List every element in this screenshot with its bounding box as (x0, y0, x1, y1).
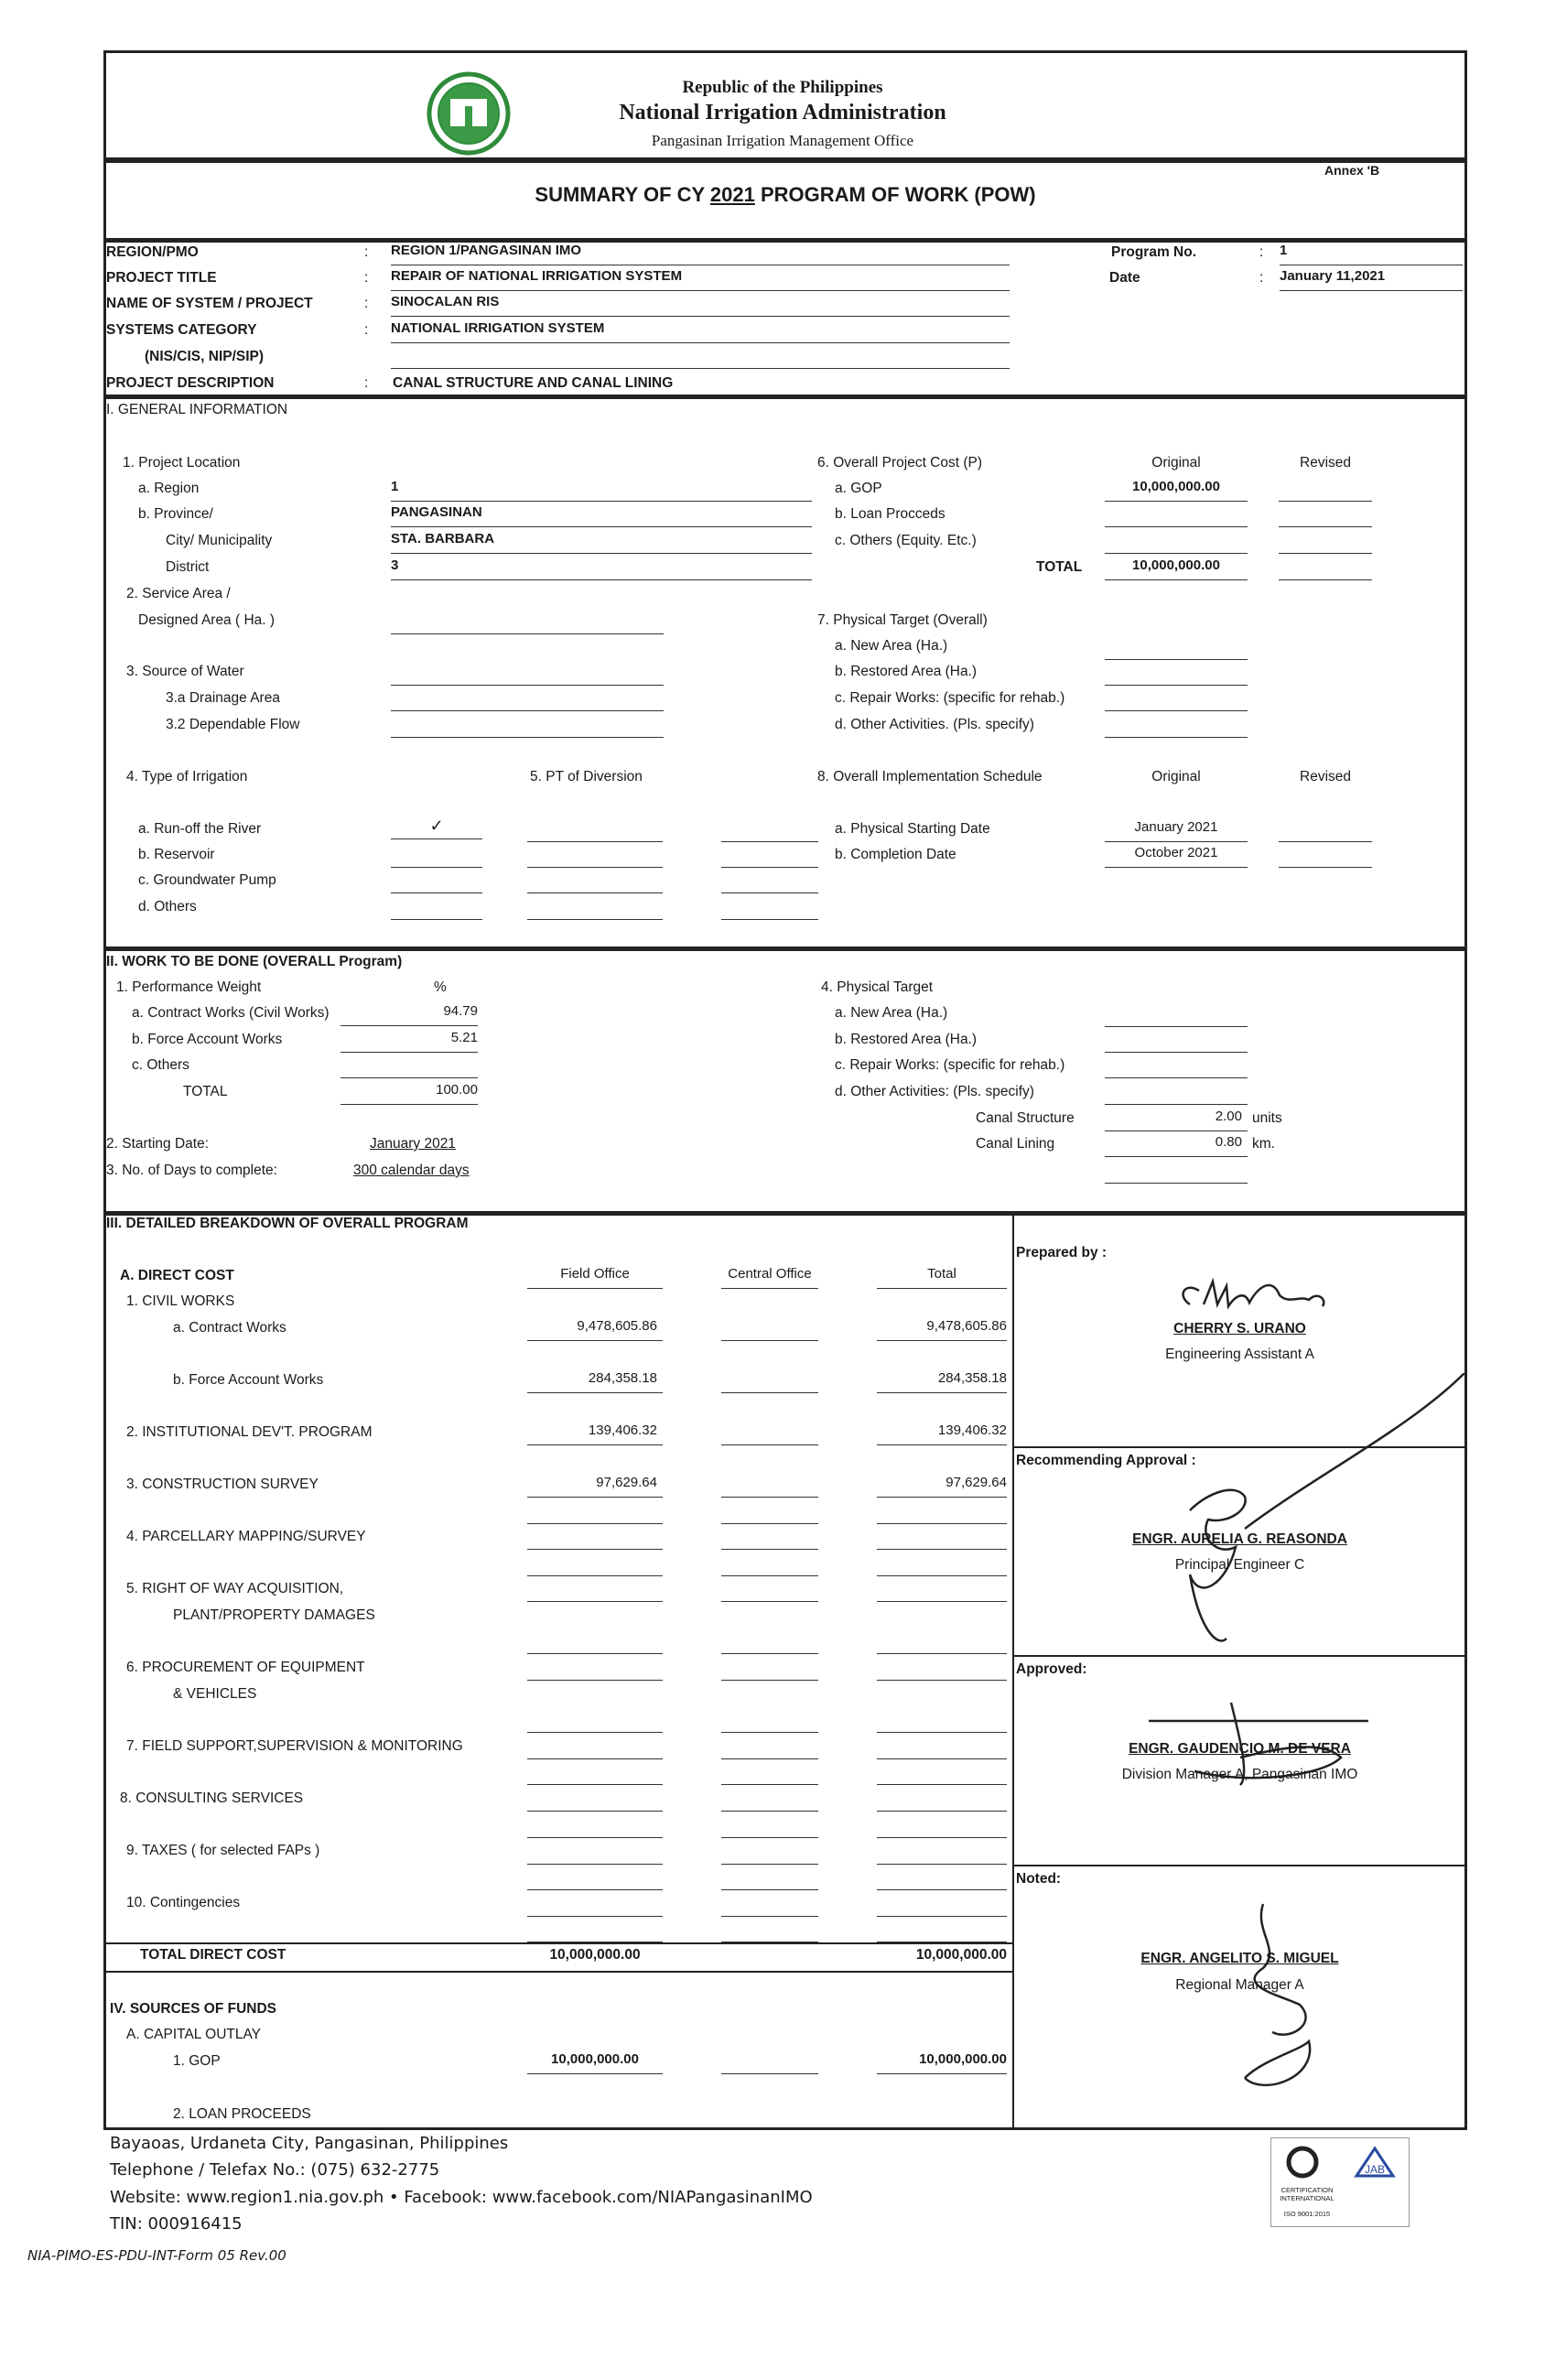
form-code: NIA-PIMO-ES-PDU-INT-Form 05 Rev.00 (27, 2247, 286, 2264)
taxes-field (527, 1842, 663, 1865)
noted-title: Regional Manager A (1175, 1977, 1304, 1993)
annex-label: Annex 'B (1324, 163, 1380, 178)
category-sub-line (391, 346, 1010, 369)
parcellary-total-2 (877, 1527, 1007, 1550)
noted-label: Noted: (1016, 1871, 1062, 1887)
canal-structure-unit: units (1252, 1110, 1282, 1126)
force-total: 284,358.18 (877, 1370, 1007, 1393)
title-prefix: SUMMARY OF CY (535, 183, 710, 206)
consulting-field (527, 1789, 663, 1812)
category-value: NATIONAL IRRIGATION SYSTEM (391, 320, 1010, 343)
total-direct-label: TOTAL DIRECT COST (140, 1947, 286, 1963)
canal-structure-label: Canal Structure (976, 1110, 1075, 1126)
canal-lining-label: Canal Lining (976, 1136, 1055, 1152)
runoff-check: ✓ (391, 817, 482, 839)
date-label: Date (1109, 270, 1140, 286)
col-total: Total (877, 1266, 1007, 1289)
force-field: 284,358.18 (527, 1370, 663, 1393)
starting-value: January 2021 (370, 1136, 456, 1152)
institutional-total: 139,406.32 (877, 1423, 1007, 1445)
sources-gop-central (721, 2051, 818, 2074)
parcellary-central (721, 1501, 818, 1524)
dependable-label: 3.2 Dependable Flow (166, 717, 300, 732)
others-extra-line (721, 897, 818, 920)
row-damages-label: PLANT/PROPERTY DAMAGES (173, 1607, 375, 1623)
approved-title: Division Manager A, Pangasinan IMO (1121, 1767, 1358, 1782)
dependable-line (391, 715, 664, 738)
capital-label: A. CAPITAL OUTLAY (126, 2027, 262, 2042)
region-label: a. Region (138, 481, 200, 496)
physical-target-label: 7. Physical Target (Overall) (817, 612, 988, 628)
force-label: b. Force Account Works (132, 1032, 283, 1047)
footer-website: Website: www.region1.nia.gov.ph • Facebook: www.facebook.com/NIAPangasinanIMO (110, 2188, 813, 2207)
recommending-name: ENGR. AURELIA G. REASONDA (1132, 1531, 1347, 1547)
letterhead-line2: National Irrigation Administration (619, 101, 946, 124)
noted-signature (1208, 1895, 1327, 2096)
total-direct-total: 10,000,000.00 (915, 1947, 1007, 1963)
procurement-label-2: & VEHICLES (173, 1686, 257, 1702)
days-value: 300 calendar days (353, 1163, 470, 1178)
source-water-line (391, 663, 664, 686)
groundwater-extra-line (721, 871, 818, 893)
others-label: c. Others (132, 1057, 189, 1073)
system-value: SINOCALAN RIS (391, 294, 1010, 317)
date-value: January 11,2021 (1280, 268, 1463, 291)
location-label: 1. Project Location (123, 455, 241, 471)
procurement-central-2 (721, 1710, 818, 1733)
row-total-3 (877, 1631, 1007, 1654)
colon: : (364, 244, 369, 260)
loan-line (1105, 504, 1248, 527)
other-activities-label: d. Other Activities. (Pls. specify) (835, 717, 1034, 732)
field-support-central (721, 1736, 818, 1759)
repair-works-label: c. Repair Works: (specific for rehab.) (835, 690, 1065, 706)
taxes-central (721, 1842, 818, 1865)
parcellary-field-2 (527, 1527, 663, 1550)
institutional-field: 139,406.32 (527, 1423, 663, 1445)
field-support-total-2 (877, 1762, 1007, 1785)
row-central-2 (721, 1579, 818, 1602)
svg-text:JAB: JAB (1365, 2163, 1386, 2176)
restored-area-line (1105, 663, 1248, 686)
row-central-3 (721, 1631, 818, 1654)
row-central (721, 1553, 818, 1576)
total-label: TOTAL (183, 1084, 228, 1099)
new-area-line (1105, 1004, 1248, 1027)
total-direct-top-rule (103, 1942, 1012, 1944)
letterhead-line1: Republic of the Philippines (682, 78, 883, 97)
days-label: 3. No. of Days to complete: (106, 1163, 277, 1178)
recommending-signature (1135, 1373, 1474, 1648)
percent-label: % (434, 979, 447, 995)
gop-value: 10,000,000.00 (1105, 479, 1248, 502)
reservoir-extra-line (721, 845, 818, 868)
program-no-value: 1 (1280, 243, 1463, 265)
general-info-heading: I. GENERAL INFORMATION (106, 402, 288, 417)
drainage-label: 3.a Drainage Area (166, 690, 280, 706)
repair-label: c. Repair Works: (specific for rehab.) (835, 1057, 1065, 1073)
contract-total: 9,478,605.86 (877, 1318, 1007, 1341)
consulting-label: 8. CONSULTING SERVICES (120, 1790, 304, 1806)
repair-line (1105, 1055, 1248, 1078)
runoff-extra-line (721, 819, 818, 842)
region-value: 1 (391, 479, 812, 502)
start-value: January 2021 (1105, 819, 1248, 842)
others-pt-line (527, 897, 663, 920)
certification-logo (1284, 2144, 1321, 2180)
procurement-central (721, 1658, 818, 1681)
procurement-label: 6. PROCUREMENT OF EQUIPMENT (126, 1660, 365, 1675)
row-field-2 (527, 1579, 663, 1602)
start-label: a. Physical Starting Date (835, 821, 990, 837)
prepared-signature (1172, 1268, 1336, 1327)
footer-phone: Telephone / Telefax No.: (075) 632-2775 (110, 2160, 440, 2180)
program-no-label: Program No. (1111, 244, 1197, 260)
row-field (527, 1553, 663, 1576)
taxes-central-2 (721, 1867, 818, 1890)
schedule-label: 8. Overall Implementation Schedule (817, 769, 1043, 784)
sig-divider-2 (1012, 1655, 1467, 1657)
parcellary-field (527, 1501, 663, 1524)
field-support-total (877, 1736, 1007, 1759)
completion-value: October 2021 (1105, 845, 1248, 868)
field-support-field-2 (527, 1762, 663, 1785)
survey-label: 3. CONSTRUCTION SURVEY (126, 1477, 319, 1492)
row-field-3 (527, 1631, 663, 1654)
title-year: 2021 (709, 183, 755, 206)
consulting-field-2 (527, 1815, 663, 1838)
perf-weight-label: 1. Performance Weight (116, 979, 262, 995)
province-label: b. Province/ (138, 506, 213, 522)
region-value: REGION 1/PANGASINAN IMO (391, 243, 1010, 265)
contract-value: 94.79 (340, 1003, 478, 1026)
cert-text: CERTIFICATION INTERNATIONAL (1280, 2186, 1334, 2202)
designed-area-label: Designed Area ( Ha. ) (138, 612, 276, 628)
work-to-be-done-box (103, 948, 1467, 1214)
others-line (391, 897, 482, 920)
sources-heading: IV. SOURCES OF FUNDS (110, 2001, 277, 2017)
colon: : (364, 322, 369, 338)
loan-label: b. Loan Procceds (835, 506, 945, 522)
prepared-name: CHERRY S. URANO (1173, 1321, 1306, 1336)
contingencies-label: 10. Contingencies (126, 1895, 241, 1910)
groundwater-line (391, 871, 482, 893)
colon: : (364, 296, 369, 311)
completion-revised-line (1279, 845, 1372, 868)
contingencies-total (877, 1894, 1007, 1917)
row-acquisition-label: 5. RIGHT OF WAY ACQUISITION, (126, 1581, 344, 1596)
breakdown-heading: III. DETAILED BREAKDOWN OF OVERALL PROGRAM (106, 1216, 469, 1231)
procurement-field-2 (527, 1710, 663, 1733)
runoff-pt-line (527, 819, 663, 842)
contract-label: a. Contract Works (Civil Works) (132, 1005, 330, 1021)
consulting-total (877, 1789, 1007, 1812)
colon: : (1259, 244, 1264, 260)
total-direct-field: 10,000,000.00 (549, 1947, 641, 1963)
new-area-label: a. New Area (Ha.) (835, 638, 948, 654)
survey-total: 97,629.64 (877, 1475, 1007, 1498)
project-title-label: PROJECT TITLE (106, 270, 217, 286)
phys-target-label: 4. Physical Target (821, 979, 934, 995)
gop-label: a. GOP (835, 481, 882, 496)
force-label: b. Force Account Works (173, 1372, 324, 1388)
system-label: NAME OF SYSTEM / PROJECT (106, 296, 313, 311)
reservoir-line (391, 845, 482, 868)
contract-label: a. Contract Works (173, 1320, 286, 1336)
region-label: REGION/PMO (106, 244, 199, 260)
district-value: 3 (391, 557, 812, 580)
starting-label: 2. Starting Date: (106, 1136, 210, 1152)
total-value: 10,000,000.00 (1105, 557, 1248, 580)
groundwater-pt-line (527, 871, 663, 893)
contingencies-total-2 (877, 1920, 1007, 1942)
colon: : (364, 375, 369, 391)
city-label: City/ Municipality (166, 533, 273, 548)
institutional-label: 2. INSTITUTIONAL DEV'T. PROGRAM (126, 1424, 373, 1440)
colon: : (1259, 270, 1264, 286)
other-label: d. Other Activities: (Pls. specify) (835, 1084, 1034, 1099)
reservoir-label: b. Reservoir (138, 847, 215, 862)
page-title (0, 183, 1556, 207)
force-central (721, 1370, 818, 1393)
others-line (340, 1055, 478, 1078)
total-value: 100.00 (340, 1082, 478, 1105)
canal-lining-unit: km. (1252, 1136, 1275, 1152)
title-suffix: PROGRAM OF WORK (POW) (754, 183, 1036, 206)
noted-name: ENGR. ANGELITO S. MIGUEL (1140, 1951, 1339, 1966)
others-equity-line (1105, 531, 1248, 554)
pt-diversion-label: 5. PT of Diversion (530, 769, 643, 784)
taxes-field-2 (527, 1867, 663, 1890)
letterhead-line3: Pangasinan Irrigation Management Office (651, 132, 914, 149)
jab-logo (1352, 2144, 1398, 2180)
sources-loan-label: 2. LOAN PROCEEDS (173, 2106, 311, 2122)
parcellary-label: 4. PARCELLARY MAPPING/SURVEY (126, 1529, 366, 1544)
parcellary-total (877, 1501, 1007, 1524)
field-support-label: 7. FIELD SUPPORT,SUPERVISION & MONITORING (126, 1738, 463, 1754)
field-support-central-2 (721, 1762, 818, 1785)
footer-tin: TIN: 000916415 (110, 2214, 243, 2234)
project-title-value: REPAIR OF NATIONAL IRRIGATION SYSTEM (391, 268, 1010, 291)
other-line (1105, 1082, 1248, 1105)
recommending-title: Principal Engineer C (1174, 1557, 1305, 1573)
civil-works-label: 1. CIVIL WORKS (126, 1293, 235, 1309)
other-activities-line (1105, 715, 1248, 738)
canal-lining-value: 0.80 (1105, 1134, 1248, 1157)
force-value: 5.21 (340, 1030, 478, 1053)
row-total (877, 1553, 1007, 1576)
category-label: SYSTEMS CATEGORY (106, 322, 257, 338)
city-value: STA. BARBARA (391, 531, 812, 554)
category-sub: (NIS/CIS, NIP/SIP) (145, 349, 265, 364)
taxes-total (877, 1842, 1007, 1865)
col-central: Central Office (721, 1266, 818, 1289)
schedule-revised-label: Revised (1300, 769, 1351, 784)
parcellary-central-2 (721, 1527, 818, 1550)
consulting-total-2 (877, 1815, 1007, 1838)
col-field: Field Office (527, 1266, 663, 1289)
completion-label: b. Completion Date (835, 847, 956, 862)
contingencies-central (721, 1894, 818, 1917)
restored-label: b. Restored Area (Ha.) (835, 1032, 978, 1047)
contingencies-field (527, 1894, 663, 1917)
runoff-label: a. Run-off the River (138, 821, 262, 837)
prepared-label: Prepared by : (1016, 1245, 1108, 1260)
work-heading: II. WORK TO BE DONE (OVERALL Program) (106, 954, 403, 969)
colon: : (364, 270, 369, 286)
loan-revised-line (1279, 504, 1372, 527)
survey-central (721, 1475, 818, 1498)
sources-gop-field: 10,000,000.00 (527, 2051, 663, 2074)
sources-gop-label: 1. GOP (173, 2053, 221, 2069)
recommending-label: Recommending Approval : (1016, 1453, 1196, 1468)
service-area-label: 2. Service Area / (126, 586, 231, 601)
consulting-central (721, 1789, 818, 1812)
irrigation-type-label: 4. Type of Irrigation (126, 769, 248, 784)
new-area-line (1105, 637, 1248, 660)
taxes-label: 9. TAXES ( for selected FAPs ) (126, 1843, 320, 1858)
designed-area-line (391, 611, 664, 634)
canal-structure-value: 2.00 (1105, 1109, 1248, 1131)
start-revised-line (1279, 819, 1372, 842)
direct-cost-label: A. DIRECT COST (120, 1268, 234, 1283)
canal-extra-line (1105, 1161, 1248, 1184)
prepared-title: Engineering Assistant A (1165, 1347, 1314, 1362)
repair-works-line (1105, 688, 1248, 711)
others-equity-revised-line (1279, 531, 1372, 554)
institutional-central (721, 1423, 818, 1445)
procurement-total-2 (877, 1710, 1007, 1733)
taxes-total-2 (877, 1867, 1007, 1890)
reservoir-pt-line (527, 845, 663, 868)
row-total-2 (877, 1579, 1007, 1602)
new-area-label: a. New Area (Ha.) (835, 1005, 948, 1021)
survey-field: 97,629.64 (527, 1475, 663, 1498)
contingencies-central-2 (721, 1920, 818, 1942)
consulting-central-2 (721, 1815, 818, 1838)
total-direct-bottom-rule (103, 1971, 1012, 1973)
procurement-total (877, 1658, 1007, 1681)
drainage-line (391, 688, 664, 711)
field-support-field (527, 1736, 663, 1759)
restored-area-label: b. Restored Area (Ha.) (835, 664, 978, 679)
source-water-label: 3. Source of Water (126, 664, 244, 679)
gop-revised-line (1279, 479, 1372, 502)
original-label: Original (1151, 455, 1201, 471)
procurement-field (527, 1658, 663, 1681)
approved-label: Approved: (1016, 1661, 1087, 1677)
others-equity-label: c. Others (Equity. Etc.) (835, 533, 977, 548)
certification-badge (1270, 2137, 1410, 2227)
sig-divider-3 (1012, 1865, 1467, 1866)
others-label: d. Others (138, 899, 197, 914)
contingencies-field-2 (527, 1920, 663, 1942)
description-label: PROJECT DESCRIPTION (106, 375, 275, 391)
schedule-original-label: Original (1151, 769, 1201, 784)
total-revised-line (1279, 557, 1372, 580)
restored-line (1105, 1030, 1248, 1053)
cost-label: 6. Overall Project Cost (P) (817, 455, 983, 471)
revised-label: Revised (1300, 455, 1351, 471)
contract-field: 9,478,605.86 (527, 1318, 663, 1341)
iso-text: ISO 9001:2015 (1283, 2210, 1331, 2218)
district-label: District (166, 559, 210, 575)
description-value: CANAL STRUCTURE AND CANAL LINING (393, 375, 674, 391)
sources-gop-total: 10,000,000.00 (877, 2051, 1007, 2074)
contract-central (721, 1318, 818, 1341)
groundwater-label: c. Groundwater Pump (138, 872, 276, 888)
footer-address: Bayaoas, Urdaneta City, Pangasinan, Philippines (110, 2134, 509, 2153)
total-label: TOTAL (1036, 559, 1083, 575)
province-value: PANGASINAN (391, 504, 812, 527)
approved-name: ENGR. GAUDENCIO M. DE VERA (1129, 1741, 1351, 1757)
